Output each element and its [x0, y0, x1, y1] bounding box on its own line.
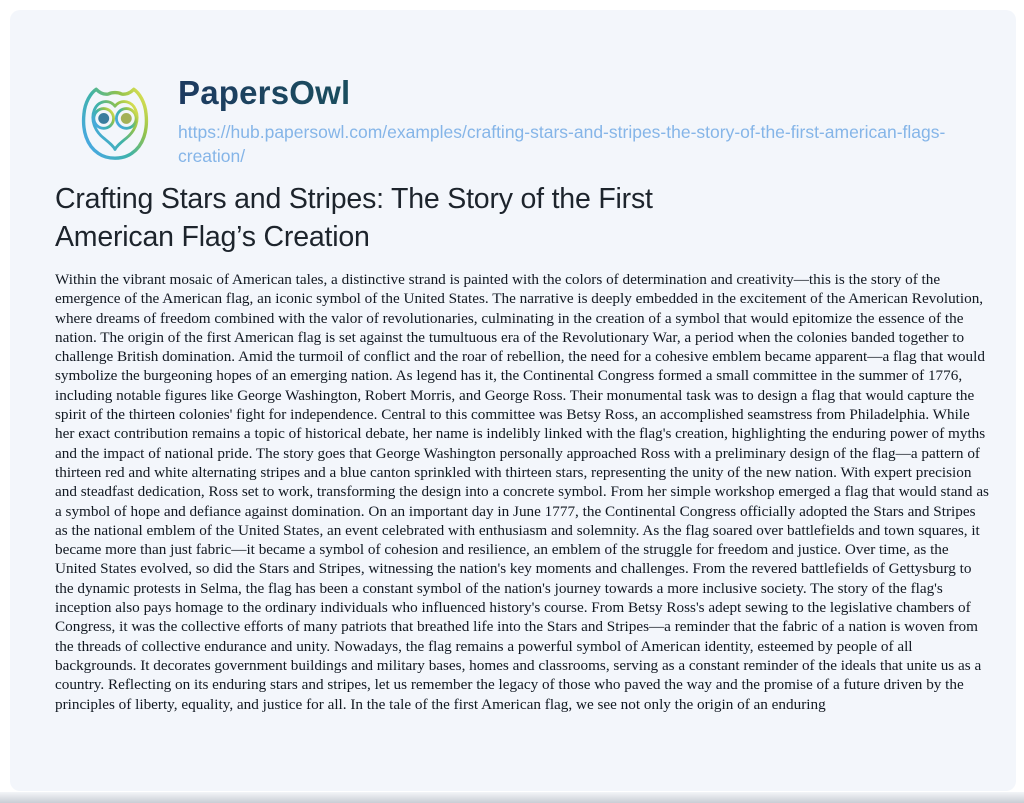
header	[68, 74, 973, 172]
bottom-edge-shadow	[0, 792, 1024, 803]
article-title: Crafting Stars and Stripes: The Story of the First American Flag’s Creation	[55, 183, 653, 253]
brand-block	[178, 74, 973, 169]
page-card	[10, 10, 1016, 791]
brand-name: PapersOwl	[178, 76, 973, 111]
owl-logo-icon	[68, 78, 162, 172]
article-body-text: Within the vibrant mosaic of American tales, a distinctive strand is painted with the colors of determination and creativity—this is the story of the emergence of the American flag, an iconic symbol of the United States. The narrative is deeply embedded in the excitement of the American Revolution, where dreams of freedom combined with the valor of revolutionaries, culminating in the creation of a symbol that would epitomize the essence of the nation. The origin of the first American flag is set against the tumultuous era of the Revolutionary War, a period when the colonies banded together to challenge British domination. Amid the turmoil of conflict and the roar of rebellion, the need for a cohesive emblem became apparent—a flag that would symbolize the burgeoning hopes of an emerging nation. As legend has it, the Continental Congress formed a small committee in the summer of 1776, including notable figures like George Washington, Robert Morris, and George Ross. Their monumental task was to design a flag that would capture the spirit of the thirteen colonies' fight for independence. Central to this committee was Betsy Ross, an accomplished seamstress from Philadelphia. While her exact contribution remains a topic of historical debate, her name is indelibly linked with the flag's creation, highlighting the enduring power of myths and the impact of national pride. The story goes that George Washington personally approached Ross with a preliminary design of the flag—a pattern of thirteen red and white alternating stripes and a blue canton sprinkled with thirteen stars, representing the unity of the new nation. With expert precision and steadfast dedication, Ross set to work, transforming the design into a concrete symbol. From her simple workshop emerged a flag that would stand as a symbol of hope and defiance against domination. On an important day in June 1777, the Continental Congress officially adopted the Stars and Stripes as the national emblem of the United States, an event celebrated with enthusiasm and solemnity. As the flag soared over battlefields and town squares, it became more than just fabric—it became a symbol of cohesion and resilience, an emblem of the struggle for freedom and justice. Over time, as the United States evolved, so did the Stars and Stripes, witnessing the nation's key moments and challenges. From the revered battlefields of Gettysburg to the dynamic protests in Selma, the flag has been a constant symbol of the nation's journey towards a more inclusive society. The story of the flag's inception also pays homage to the ordinary individuals who influenced history's course. From Betsy Ross's adept sewing to the legislative chambers of Congress, it was the collective efforts of many patriots that breathed life into the Stars and Stripes—a reminder that the fabric of a nation is woven from the threads of collective endurance and unity. Nowadays, the flag remains a powerful symbol of American identity, esteemed by people of all backgrounds. It decorates government buildings and military bases, homes and classrooms, serving as a constant reminder of the ideals that unite us as a country. Reflecting on its enduring stars and stripes, let us remember the legacy of those who paved the way and the promise of a future driven by the principles of liberty, equality, and justice for all. In the tale of the first American flag, we see not only the origin of an enduring	[55, 271, 989, 713]
source-url-link[interactable]: https://hub.papersowl.com/examples/crafting-stars-and-stripes-the-story-of-the-first-american-flags-creation/	[178, 121, 946, 167]
